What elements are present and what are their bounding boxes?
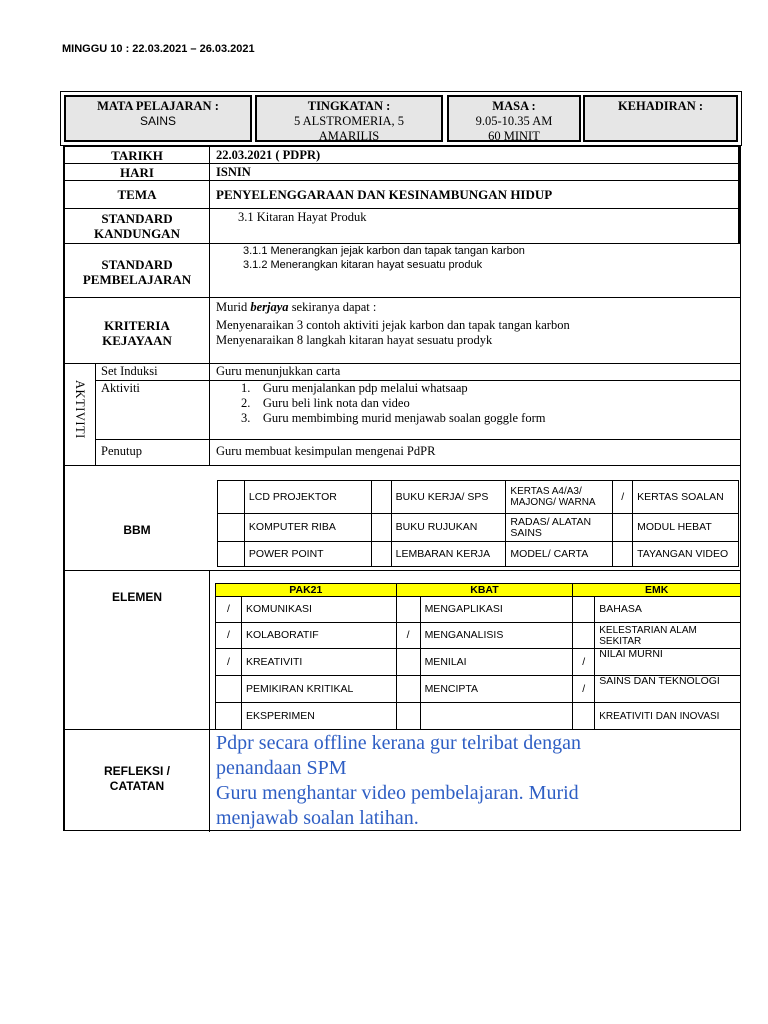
elemen-item: KELESTARIAN ALAM SEKITAR <box>595 623 741 649</box>
elemen-item: MENGAPLIKASI <box>420 597 573 623</box>
reflection-line-2: penandaan SPM <box>216 757 347 779</box>
bbm-item: BUKU KERJA/ SPS <box>391 481 506 514</box>
elemen-mark <box>396 676 420 703</box>
criteria-intro-b: berjaya <box>250 300 289 314</box>
criteria-intro-c: sekiranya dapat : <box>288 300 377 314</box>
elemen-mark <box>573 623 595 649</box>
pak21-header: PAK21 <box>216 584 397 597</box>
learning-standard-label <box>65 257 209 287</box>
elemen-mark: / <box>573 676 595 703</box>
reflection-line-3: Guru menghantar video pembelajaran. Murid <box>216 782 579 804</box>
subject-value: SAINS <box>139 114 176 128</box>
closing-label: Penutup <box>101 444 142 458</box>
elemen-item: BAHASA <box>595 597 741 623</box>
date-value: 22.03.2021 ( PDPR) <box>216 148 321 162</box>
criteria-intro-a: Murid <box>216 300 251 314</box>
bbm-mark <box>613 514 633 542</box>
activity-step-2: 2. Guru beli link nota dan video <box>241 396 410 410</box>
bbm-item: KOMPUTER RIBA <box>244 514 371 542</box>
learning-standard-label-1: STANDARD <box>101 257 173 272</box>
bbm-item: KERTAS A4/A3/ MAJONG/ WARNA <box>506 481 613 514</box>
bbm-mark <box>218 542 245 567</box>
bbm-item: MODUL HEBAT <box>633 514 739 542</box>
form-cell <box>255 95 443 142</box>
emk-header: EMK <box>573 584 741 597</box>
elemen-row <box>216 649 741 676</box>
reflection-label-2: CATATAN <box>109 779 165 793</box>
closing-value: Guru membuat kesimpulan mengenai PdPR <box>216 444 436 458</box>
bbm-mark <box>218 481 245 514</box>
bbm-table <box>217 480 739 567</box>
elemen-label: ELEMEN <box>111 590 162 604</box>
elemen-table <box>215 583 741 730</box>
elemen-mark <box>396 597 420 623</box>
bbm-item: MODEL/ CARTA <box>506 542 613 567</box>
elemen-mark: / <box>396 623 420 649</box>
learning-standard-1: 3.1.1 Menerangkan jejak karbon dan tapak tangan karbon <box>243 245 525 257</box>
elemen-header-row <box>216 584 741 597</box>
activity-label: Aktiviti <box>101 381 140 395</box>
elemen-item: PEMIKIRAN KRITIKAL <box>241 676 396 703</box>
bbm-mark <box>371 481 391 514</box>
bbm-label: BBM <box>123 523 151 537</box>
elemen-mark: / <box>573 649 595 676</box>
kbat-header: KBAT <box>396 584 573 597</box>
bbm-item: RADAS/ ALATAN SAINS <box>506 514 613 542</box>
content-standard-label-2: KANDUNGAN <box>94 226 180 241</box>
criteria-intro <box>216 300 376 315</box>
elemen-item: EKSPERIMEN <box>241 703 396 730</box>
elemen-mark <box>573 703 595 730</box>
elemen-row <box>216 623 741 649</box>
bbm-mark <box>371 542 391 567</box>
elemen-item: MENCIPTA <box>420 676 573 703</box>
elemen-row <box>216 597 741 623</box>
subject-cell <box>64 95 252 142</box>
date-label: TARIKH <box>111 148 163 163</box>
bbm-mark <box>371 514 391 542</box>
week-heading: MINGGU 10 : 22.03.2021 – 26.03.2021 <box>62 43 255 55</box>
bbm-item: LEMBARAN KERJA <box>391 542 506 567</box>
theme-label: TEMA <box>117 187 157 202</box>
bbm-row <box>218 514 739 542</box>
bbm-item: TAYANGAN VIDEO <box>633 542 739 567</box>
criteria-1: Menyenaraikan 3 contoh aktiviti jejak karbon dan tapak tangan karbon <box>216 318 570 332</box>
criteria-2: Menyenaraikan 8 langkah kitaran hayat sesuatu prodyk <box>216 333 493 347</box>
elemen-item: KREATIVITI DAN INOVASI <box>595 703 741 730</box>
elemen-item: SAINS DAN TEKNOLOGI <box>595 676 741 703</box>
bbm-mark <box>218 514 245 542</box>
elemen-mark <box>216 676 242 703</box>
reflection-label <box>65 764 209 794</box>
induction-label: Set Induksi <box>101 364 158 378</box>
reflection-line-4: menjawab soalan latihan. <box>216 807 419 829</box>
content-standard-label <box>65 211 209 241</box>
criteria-label-2: KEJAYAAN <box>102 333 172 348</box>
elemen-item: KOMUNIKASI <box>241 597 396 623</box>
elemen-mark: / <box>216 649 242 676</box>
time-label: MASA : <box>492 99 536 113</box>
reflection-line-1: Pdpr secara offline kerana gur telribat dengan <box>216 732 582 754</box>
bbm-mark: / <box>613 481 633 514</box>
day-label: HARI <box>120 165 154 180</box>
attendance-label: KEHADIRAN : <box>617 99 704 113</box>
induction-value: Guru menunjukkan carta <box>216 364 341 378</box>
form-value-2: AMARILIS <box>318 129 380 143</box>
bbm-row <box>218 481 739 514</box>
lesson-plan-form <box>63 146 741 831</box>
elemen-row <box>216 676 741 703</box>
elemen-item: KOLABORATIF <box>241 623 396 649</box>
content-standard-value: 3.1 Kitaran Hayat Produk <box>238 210 367 224</box>
bbm-item: BUKU RUJUKAN <box>391 514 506 542</box>
activity-side-label: AKTIVITI <box>73 380 87 439</box>
elemen-mark: / <box>216 597 242 623</box>
elemen-mark <box>396 703 420 730</box>
form-label: TINGKATAN : <box>307 99 391 113</box>
learning-standard-label-2: PEMBELAJARAN <box>82 272 192 287</box>
criteria-label <box>65 318 209 348</box>
subject-label: MATA PELAJARAN : <box>97 99 219 113</box>
elemen-item: MENGANALISIS <box>420 623 573 649</box>
header-table <box>60 91 742 146</box>
elemen-item <box>420 703 573 730</box>
elemen-mark <box>396 649 420 676</box>
bbm-mark <box>613 542 633 567</box>
bbm-item: KERTAS SOALAN <box>633 481 739 514</box>
activity-step-1: 1. Guru menjalankan pdp melalui whatsaap <box>241 381 468 395</box>
elemen-item: MENILAI <box>420 649 573 676</box>
attendance-cell <box>583 95 738 142</box>
bbm-row <box>218 542 739 567</box>
elemen-item: NILAI MURNI <box>595 649 741 676</box>
activity-step-3: 3. Guru membimbing murid menjawab soalan goggle form <box>241 411 546 425</box>
time-value: 9.05-10.35 AM <box>475 114 553 128</box>
bbm-item: POWER POINT <box>244 542 371 567</box>
time-cell <box>447 95 581 142</box>
reflection-label-1: REFLEKSI / <box>103 764 170 778</box>
elemen-mark: / <box>216 623 242 649</box>
elemen-row <box>216 703 741 730</box>
elemen-mark <box>573 597 595 623</box>
learning-standard-2: 3.1.2 Menerangkan kitaran hayat sesuatu produk <box>243 259 483 271</box>
criteria-label-1: KRITERIA <box>104 318 170 333</box>
form-value-1: 5 ALSTROMERIA, 5 <box>293 114 405 128</box>
day-value: ISNIN <box>216 165 251 179</box>
elemen-mark <box>216 703 242 730</box>
bbm-item: LCD PROJEKTOR <box>244 481 371 514</box>
duration-value: 60 MINIT <box>488 129 540 143</box>
theme-value: PENYELENGGARAAN DAN KESINAMBUNGAN HIDUP <box>216 187 553 202</box>
content-standard-label-1: STANDARD <box>101 211 173 226</box>
elemen-item: KREATIVITI <box>241 649 396 676</box>
